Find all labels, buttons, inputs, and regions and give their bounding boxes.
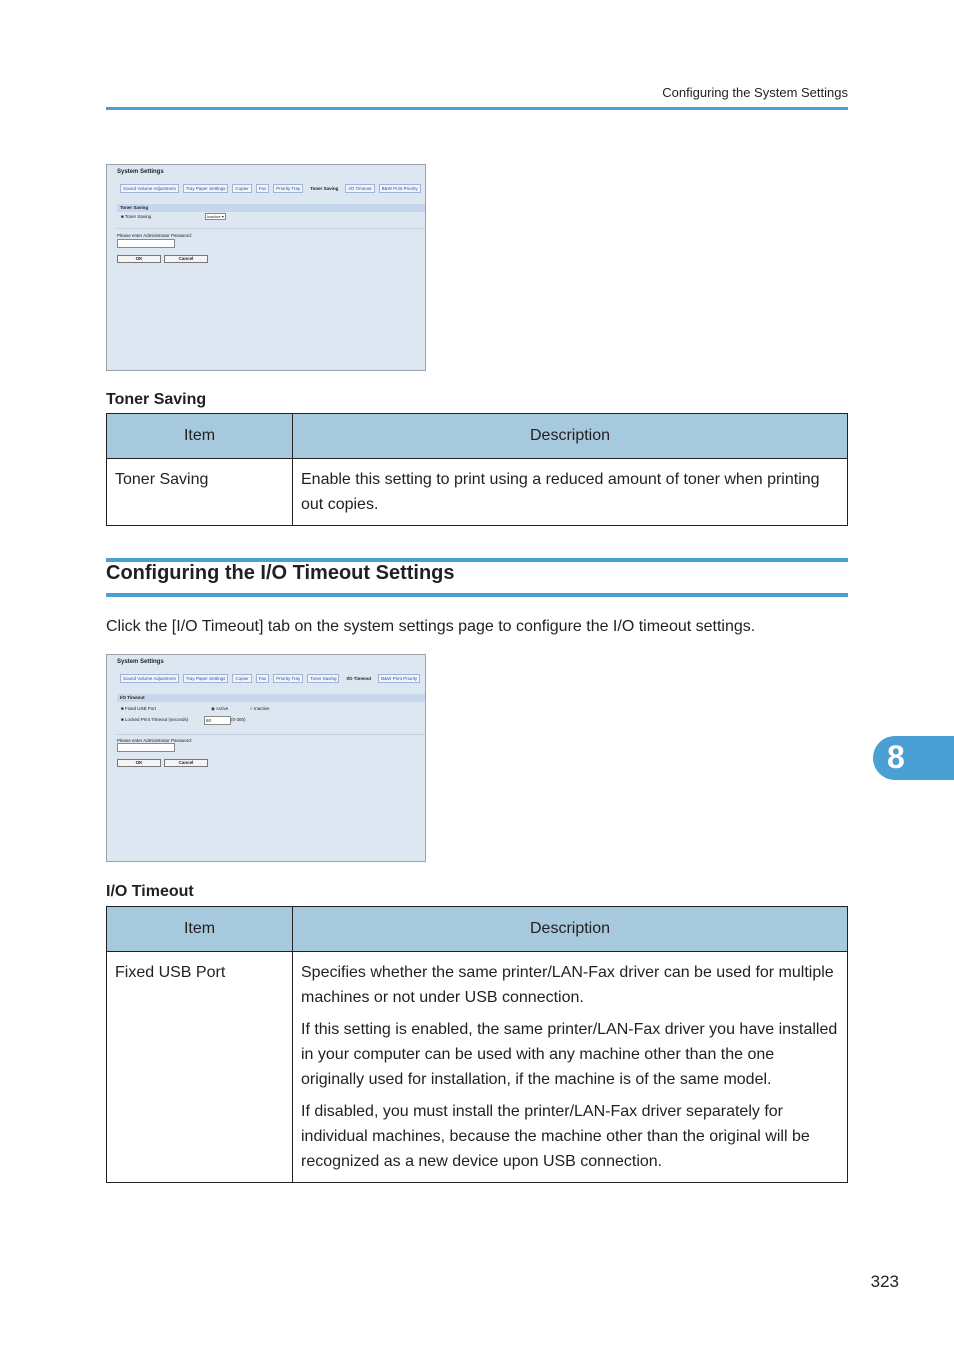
column-header-description: Description	[293, 907, 848, 952]
table-row	[107, 952, 848, 1183]
tab-fax[interactable]: Fax	[256, 674, 270, 683]
section-title: Configuring the I/O Timeout Settings	[106, 562, 455, 584]
radio-inactive[interactable]: ○ Inactive	[250, 706, 270, 711]
item-cell: Fixed USB Port	[107, 952, 293, 1183]
settings-tabs	[120, 184, 421, 193]
divider	[117, 228, 425, 229]
tab-io-timeout[interactable]: I/O Timeout	[345, 184, 374, 193]
timeout-range: (0-300)	[231, 717, 246, 722]
screenshot-title: System Settings	[117, 659, 164, 665]
tab-copier[interactable]: Copier	[232, 674, 251, 683]
description-cell: Specifies whether the same printer/LAN-Fax driver can be used for multiple machines or not under USB connection. If this setting is enabled, the same printer/LAN-Fax driver you have installed in your computer can be used with any machine other than the one originally used for installation, if the machine is of the same model. If disabled, you must install the printer/LAN-Fax driver separately for individual machines, because the machine other than the original will be recognized as a new device upon USB connection.	[293, 952, 848, 1183]
tab-bw-print-priority[interactable]: B&W Print Priority	[379, 184, 421, 193]
column-header-description: Description	[293, 414, 848, 459]
tab-toner-saving[interactable]: Toner Saving	[307, 674, 339, 683]
ok-button[interactable]: OK	[117, 255, 161, 263]
tab-bw-print-priority[interactable]: B&W Print Priority	[378, 674, 420, 683]
field-label: ■ Toner Saving	[121, 214, 152, 219]
chapter-number: 8	[887, 739, 905, 775]
tab-io-timeout[interactable]: I/O Timeout	[346, 676, 372, 681]
column-header-item: Item	[107, 414, 293, 459]
section-intro: Click the [I/O Timeout] tab on the system settings page to configure the I/O timeout settings.	[106, 618, 756, 635]
item-cell: Toner Saving	[107, 459, 293, 526]
tab-copier[interactable]: Copier	[232, 184, 251, 193]
settings-tabs	[120, 674, 420, 683]
tab-tray-paper[interactable]: Tray Paper Settings	[183, 184, 229, 193]
password-input[interactable]	[117, 743, 175, 752]
screenshot-title: System Settings	[117, 169, 164, 175]
io-table-caption: I/O Timeout	[106, 883, 194, 900]
tab-toner-saving[interactable]: Toner Saving	[310, 186, 339, 191]
io-timeout-table	[106, 906, 848, 1183]
tab-fax[interactable]: Fax	[256, 184, 270, 193]
section-rule-bottom	[106, 593, 848, 597]
chapter-tab	[873, 736, 954, 780]
io-timeout-screenshot	[106, 654, 426, 862]
table-row	[107, 459, 848, 526]
tab-tray-paper[interactable]: Tray Paper Settings	[183, 674, 229, 683]
radio-active[interactable]: ◉ Active	[211, 706, 229, 711]
radio-selected-icon: ◉	[211, 706, 215, 711]
page-number: 323	[870, 1272, 899, 1291]
column-header-item: Item	[107, 907, 293, 952]
description-cell: Enable this setting to print using a reduced amount of toner when printing out copies.	[293, 459, 848, 526]
fixed-usb-label: ■ Fixed USB Port	[121, 706, 156, 711]
divider	[117, 734, 425, 735]
running-header: Configuring the System Settings	[662, 85, 848, 100]
tab-sound-volume[interactable]: Sound Volume Adjustment	[120, 184, 179, 193]
section-header: I/O Timeout	[117, 694, 425, 702]
toner-saving-table	[106, 413, 848, 526]
header-rule	[106, 107, 848, 110]
tab-priority-tray[interactable]: Priority Tray	[273, 184, 303, 193]
section-header: Toner Saving	[117, 204, 425, 212]
timeout-input[interactable]: 60	[204, 716, 231, 725]
toner-table-caption: Toner Saving	[106, 391, 207, 408]
ok-button[interactable]: OK	[117, 759, 161, 767]
toner-saving-select[interactable]: Inactive ▾	[207, 214, 224, 219]
toner-saving-screenshot	[106, 164, 426, 371]
tab-sound-volume[interactable]: Sound Volume Adjustment	[120, 674, 179, 683]
cancel-button[interactable]: Cancel	[164, 255, 208, 263]
tab-priority-tray[interactable]: Priority Tray	[273, 674, 303, 683]
cancel-button[interactable]: Cancel	[164, 759, 208, 767]
radio-empty-icon: ○	[250, 706, 253, 711]
password-input[interactable]	[117, 239, 175, 248]
password-label: Please enter Administrator Password:	[117, 738, 193, 743]
password-label: Please enter Administrator Password:	[117, 233, 193, 238]
locked-timeout-label: ■ Locked Print Timeout (seconds)	[121, 717, 189, 722]
